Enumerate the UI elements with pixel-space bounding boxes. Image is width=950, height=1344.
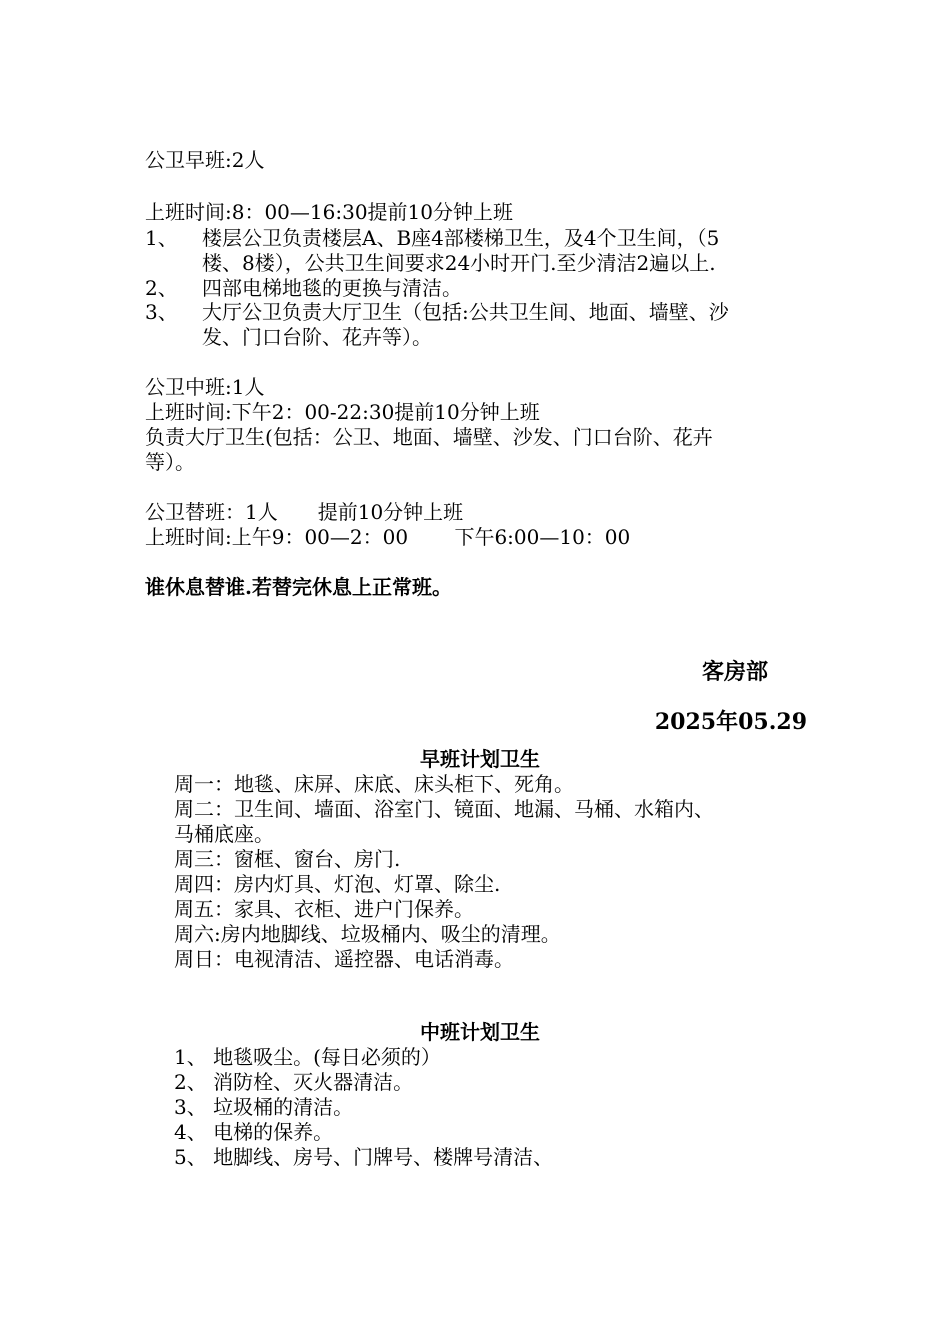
early-plan-title: 早班计划卫生	[420, 747, 540, 771]
early-plan-line-6: 周五：家具、衣柜、进户门保养。	[174, 897, 474, 921]
middle-shift-duty-line2: 等）。	[145, 450, 195, 474]
early-item-1-num: 1、	[145, 226, 178, 250]
department-name: 客房部	[701, 659, 768, 685]
relief-shift-time: 上班时间:上午9：00—2：00 下午6:00—10：00	[145, 525, 631, 549]
middle-plan-title: 中班计划卫生	[420, 1020, 540, 1044]
early-plan-line-7: 周六:房内地脚线、垃圾桶内、吸尘的清理。	[174, 922, 561, 946]
early-plan-line-3: 马桶底座。	[174, 822, 274, 846]
middle-shift-duty-line1: 负责大厅卫生(包括：公卫、地面、墙壁、沙发、门口台阶、花卉	[145, 425, 713, 449]
early-item-2-num: 2、	[145, 276, 178, 300]
document-date: 2025年05.29	[654, 709, 807, 735]
early-item-3-num: 3、	[145, 300, 178, 324]
middle-plan-line-5: 5、 地脚线、房号、门牌号、楼牌号清洁、	[174, 1145, 554, 1169]
relief-shift-title: 公卫替班：1人 提前10分钟上班	[145, 500, 464, 524]
early-plan-line-8: 周日：电视清洁、遥控器、电话消毒。	[174, 947, 514, 971]
early-item-3-line2: 发、门口台阶、花卉等）。	[202, 325, 432, 349]
early-plan-line-2: 周二：卫生间、墙面、浴室门、镜面、地漏、马桶、水箱内、	[174, 797, 714, 821]
middle-plan-line-2: 2、 消防栓、灭火器清洁。	[174, 1070, 414, 1094]
early-plan-line-4: 周三：窗框、窗台、房门.	[174, 847, 401, 871]
middle-plan-line-3: 3、 垃圾桶的清洁。	[174, 1095, 354, 1119]
early-item-2-line1: 四部电梯地毯的更换与清洁。	[202, 276, 462, 300]
relief-shift-note: 谁休息替谁.若替完休息上正常班。	[145, 575, 452, 599]
early-item-1-line2: 楼、8楼），公共卫生间要求24小时开门.至少清洁2遍以上.	[202, 251, 716, 275]
early-shift-time: 上班时间:8：00—16:30提前10分钟上班	[145, 200, 513, 224]
early-plan-line-1: 周一：地毯、床屏、床底、床头柜下、死角。	[174, 772, 574, 796]
middle-plan-line-4: 4、 电梯的保养。	[174, 1120, 334, 1144]
middle-shift-title: 公卫中班:1人	[145, 375, 265, 399]
early-item-1-line1: 楼层公卫负责楼层A、B座4部楼梯卫生，及4个卫生间，（5	[202, 226, 720, 250]
early-item-3-line1: 大厅公卫负责大厅卫生（包括:公共卫生间、地面、墙壁、沙	[202, 300, 729, 324]
early-plan-line-5: 周四：房内灯具、灯泡、灯罩、除尘.	[174, 872, 501, 896]
middle-shift-time: 上班时间:下午2：00-22:30提前10分钟上班	[145, 400, 540, 424]
middle-plan-line-1: 1、 地毯吸尘。(每日必须的）	[174, 1045, 441, 1069]
early-shift-title: 公卫早班:2人	[145, 148, 265, 172]
